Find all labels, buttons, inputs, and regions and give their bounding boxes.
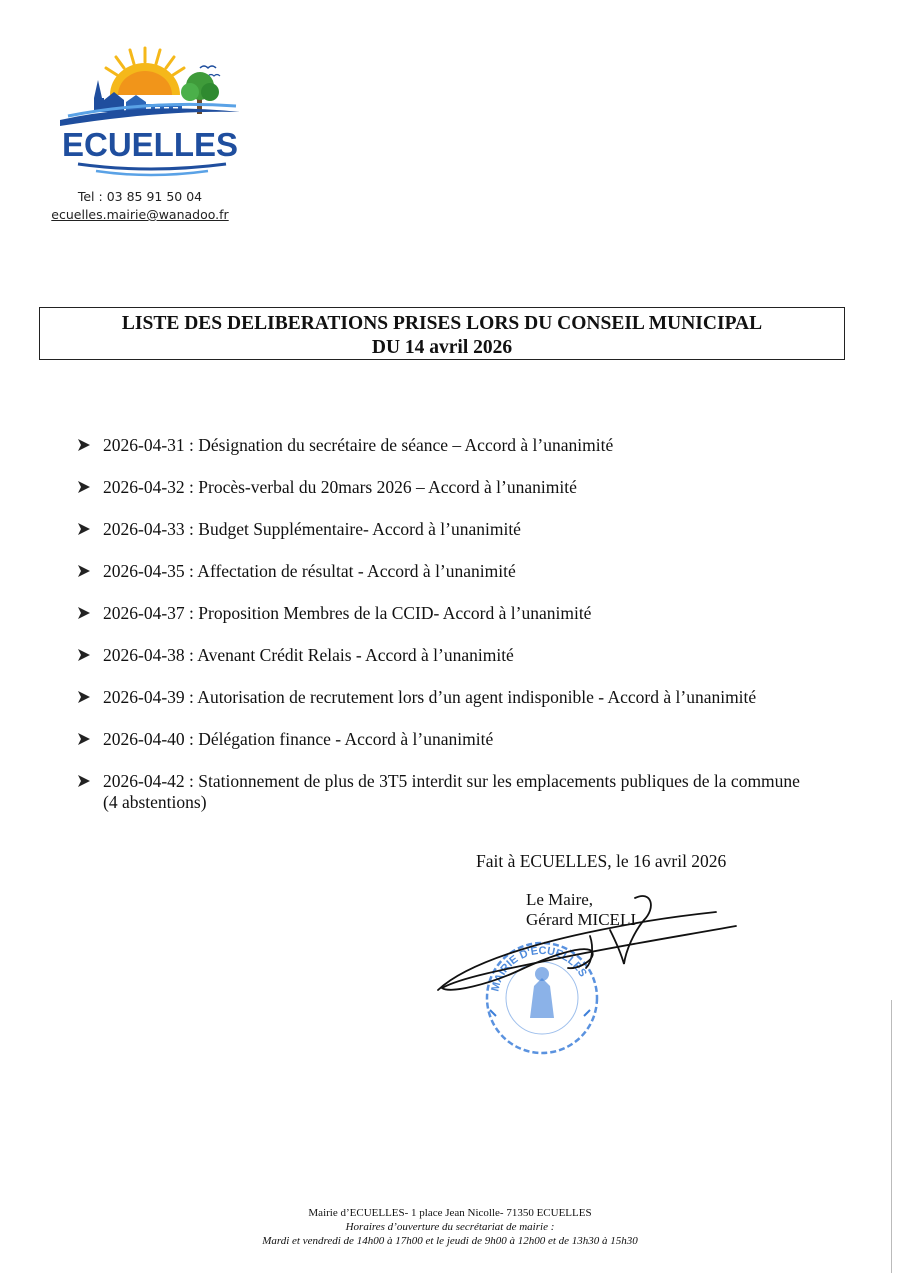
deliberation-text: 2026-04-39 : Autorisation de recrutement lors d’un agent indisponible - Accord à l’unanimité bbox=[103, 687, 757, 707]
deliberation-text: 2026-04-37 : Proposition Membres de la CCID- Accord à l’unanimité bbox=[103, 603, 592, 623]
arrow-bullet-icon bbox=[76, 437, 92, 453]
deliberation-text: 2026-04-42 : Stationnement de plus de 3T5 interdit sur les emplacements publiques de la commune bbox=[103, 771, 800, 791]
commune-logo bbox=[50, 40, 250, 180]
arrow-bullet-icon bbox=[76, 773, 92, 789]
arrow-bullet-icon bbox=[76, 647, 92, 663]
contact-info bbox=[40, 188, 240, 224]
phone-number: Tel : 03 85 91 50 04 bbox=[77, 189, 203, 204]
place-date: Fait à ECUELLES, le 16 avril 2026 bbox=[476, 851, 727, 871]
arrow-bullet-icon bbox=[76, 731, 92, 747]
arrow-bullet-icon bbox=[76, 521, 92, 537]
arrow-bullet-icon bbox=[76, 479, 92, 495]
deliberation-text: 2026-04-40 : Délégation finance - Accord à l’unanimité bbox=[103, 729, 494, 749]
stamp-text: MAIRIE D'ECUELLES bbox=[489, 944, 589, 993]
logo-text: ECUELLES bbox=[61, 126, 239, 163]
footer-address: Mairie d’ECUELLES- 1 place Jean Nicolle- 71350 ECUELLES bbox=[308, 1207, 592, 1219]
mayor-role: Le Maire, bbox=[526, 890, 594, 909]
deliberation-text: 2026-04-35 : Affectation de résultat - Accord à l’unanimité bbox=[103, 561, 516, 581]
signature-and-stamp bbox=[430, 890, 750, 1055]
title-line-1: LISTE DES DELIBERATIONS PRISES LORS DU CONSEIL MUNICIPAL bbox=[121, 313, 763, 334]
deliberation-text: 2026-04-38 : Avenant Crédit Relais - Accord à l’unanimité bbox=[103, 645, 514, 665]
title-line-2: DU 14 avril 2026 bbox=[371, 337, 513, 358]
mayor-name: Gérard MICELI bbox=[526, 910, 636, 929]
scan-edge-line bbox=[891, 1000, 892, 1273]
ecuelles-logo-graphic bbox=[50, 40, 250, 180]
email-link[interactable]: ecuelles.mairie@wanadoo.fr bbox=[51, 207, 229, 222]
footer-hours: Mardi et vendredi de 14h00 à 17h00 et le jeudi de 9h00 à 12h00 et de 13h30 à 15h30 bbox=[262, 1235, 638, 1247]
handwritten-signature bbox=[438, 896, 736, 990]
arrow-bullet-icon bbox=[76, 605, 92, 621]
deliberation-note: (4 abstentions) bbox=[103, 792, 207, 812]
deliberation-text: 2026-04-33 : Budget Supplémentaire- Accord à l’unanimité bbox=[103, 519, 521, 539]
document-title bbox=[39, 307, 845, 360]
footer bbox=[0, 1206, 900, 1248]
arrow-bullet-icon bbox=[76, 563, 92, 579]
deliberation-text: 2026-04-32 : Procès-verbal du 20mars 2026 – Accord à l’unanimité bbox=[103, 477, 577, 497]
arrow-bullet-icon bbox=[76, 689, 92, 705]
deliberation-text: 2026-04-31 : Désignation du secrétaire de séance – Accord à l’unanimité bbox=[103, 435, 614, 455]
footer-hours-title: Horaires d’ouverture du secrétariat de mairie : bbox=[345, 1221, 555, 1233]
